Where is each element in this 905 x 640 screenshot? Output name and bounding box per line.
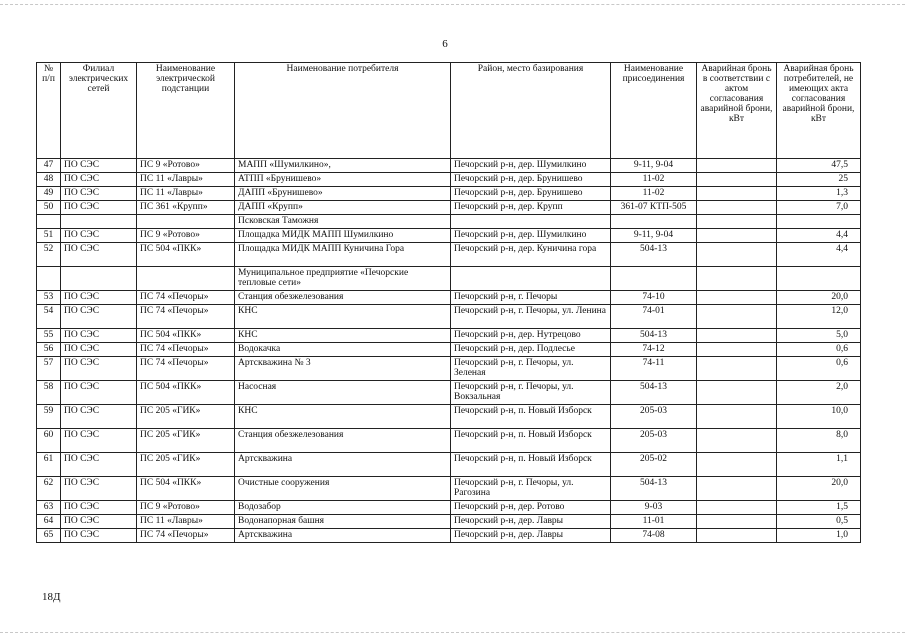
row-number: 61 <box>37 453 61 477</box>
row-noact-reserve: 1,0 <box>777 529 861 543</box>
table-row <box>37 429 861 453</box>
row-act-reserve <box>697 357 777 381</box>
header-number: № п/п <box>37 63 61 159</box>
row-noact-reserve: 2,0 <box>777 381 861 405</box>
table-row <box>37 453 861 477</box>
row-substation: ПС 74 «Печоры» <box>137 291 235 305</box>
row-district: Печорский р-н, п. Новый Изборск <box>451 405 611 429</box>
row-noact-reserve <box>777 267 861 291</box>
row-consumer: Водонапорная башня <box>235 515 451 529</box>
row-act-reserve <box>697 501 777 515</box>
row-number: 54 <box>37 305 61 329</box>
row-noact-reserve: 0,6 <box>777 343 861 357</box>
row-noact-reserve: 12,0 <box>777 305 861 329</box>
row-connection: 74-08 <box>611 529 697 543</box>
row-connection: 504-13 <box>611 243 697 267</box>
row-district: Печорский р-н, г. Печоры, ул. Зеленая <box>451 357 611 381</box>
row-consumer: Очистные сооружения <box>235 477 451 501</box>
row-number: 62 <box>37 477 61 501</box>
row-number: 58 <box>37 381 61 405</box>
row-branch: ПО СЭС <box>61 515 137 529</box>
row-number: 57 <box>37 357 61 381</box>
table-header-row <box>37 63 861 159</box>
row-act-reserve <box>697 215 777 229</box>
row-number: 59 <box>37 405 61 429</box>
row-branch: ПО СЭС <box>61 159 137 173</box>
row-act-reserve <box>697 477 777 501</box>
row-connection: 504-13 <box>611 381 697 405</box>
row-substation <box>137 267 235 291</box>
row-branch: ПО СЭС <box>61 357 137 381</box>
row-act-reserve <box>697 229 777 243</box>
row-act-reserve <box>697 243 777 267</box>
table-row <box>37 201 861 215</box>
row-substation: ПС 9 «Ротово» <box>137 159 235 173</box>
row-district: Печорский р-н, дер. Ротово <box>451 501 611 515</box>
table-row <box>37 305 861 329</box>
row-connection: 74-01 <box>611 305 697 329</box>
row-act-reserve <box>697 453 777 477</box>
row-noact-reserve: 8,0 <box>777 429 861 453</box>
row-substation: ПС 74 «Печоры» <box>137 529 235 543</box>
header-district: Район, место базирования <box>451 63 611 159</box>
row-consumer: МАПП «Шумилкино», <box>235 159 451 173</box>
row-consumer: Псковская Таможня <box>235 215 451 229</box>
row-consumer: КНС <box>235 329 451 343</box>
row-connection: 9-11, 9-04 <box>611 229 697 243</box>
row-connection: 504-13 <box>611 477 697 501</box>
row-branch: ПО СЭС <box>61 229 137 243</box>
row-substation: ПС 9 «Ротово» <box>137 501 235 515</box>
row-consumer: КНС <box>235 305 451 329</box>
row-district <box>451 215 611 229</box>
row-district: Печорский р-н, п. Новый Изборск <box>451 429 611 453</box>
row-branch: ПО СЭС <box>61 501 137 515</box>
row-branch: ПО СЭС <box>61 453 137 477</box>
row-noact-reserve: 0,5 <box>777 515 861 529</box>
row-district: Печорский р-н, дер. Шумилкино <box>451 159 611 173</box>
row-connection: 9-11, 9-04 <box>611 159 697 173</box>
row-district: Печорский р-н, дер. Брунишево <box>451 173 611 187</box>
row-substation: ПС 74 «Печоры» <box>137 343 235 357</box>
row-connection: 504-13 <box>611 329 697 343</box>
row-consumer: КНС <box>235 405 451 429</box>
row-act-reserve <box>697 305 777 329</box>
row-substation: ПС 9 «Ротово» <box>137 229 235 243</box>
row-district: Печорский р-н, дер. Подлесье <box>451 343 611 357</box>
row-consumer: Водозабор <box>235 501 451 515</box>
row-substation: ПС 11 «Лавры» <box>137 173 235 187</box>
row-noact-reserve: 47,5 <box>777 159 861 173</box>
footer-code: 18Д <box>42 591 61 603</box>
row-number: 65 <box>37 529 61 543</box>
row-branch: ПО СЭС <box>61 429 137 453</box>
row-substation: ПС 205 «ГИК» <box>137 453 235 477</box>
row-act-reserve <box>697 267 777 291</box>
row-district: Печорский р-н, г. Печоры, ул. Вокзальная <box>451 381 611 405</box>
row-substation: ПС 74 «Печоры» <box>137 357 235 381</box>
row-connection <box>611 267 697 291</box>
row-connection: 74-12 <box>611 343 697 357</box>
row-act-reserve <box>697 529 777 543</box>
row-substation: ПС 74 «Печоры» <box>137 305 235 329</box>
row-district: Печорский р-н, дер. Брунишево <box>451 187 611 201</box>
row-noact-reserve: 20,0 <box>777 477 861 501</box>
row-consumer: Насосная <box>235 381 451 405</box>
table-body <box>37 159 861 543</box>
table-row <box>37 291 861 305</box>
row-branch: ПО СЭС <box>61 173 137 187</box>
row-number: 51 <box>37 229 61 243</box>
row-substation: ПС 504 «ПКК» <box>137 243 235 267</box>
row-act-reserve <box>697 201 777 215</box>
row-branch: ПО СЭС <box>61 381 137 405</box>
row-substation <box>137 215 235 229</box>
row-branch: ПО СЭС <box>61 529 137 543</box>
row-act-reserve <box>697 381 777 405</box>
row-connection: 11-02 <box>611 173 697 187</box>
table-row <box>37 215 861 229</box>
row-district: Печорский р-н, г. Печоры <box>451 291 611 305</box>
row-number: 60 <box>37 429 61 453</box>
row-number <box>37 215 61 229</box>
row-noact-reserve: 10,0 <box>777 405 861 429</box>
row-consumer: Артскважина № 3 <box>235 357 451 381</box>
header-substation: Наименование электрической подстанции <box>137 63 235 159</box>
row-substation: ПС 504 «ПКК» <box>137 477 235 501</box>
row-branch: ПО СЭС <box>61 477 137 501</box>
row-district: Печорский р-н, г. Печоры, ул. Ленина <box>451 305 611 329</box>
row-district: Печорский р-н, п. Новый Изборск <box>451 453 611 477</box>
row-number: 64 <box>37 515 61 529</box>
row-connection: 361-07 КТП-505 <box>611 201 697 215</box>
row-noact-reserve: 4,4 <box>777 229 861 243</box>
row-substation: ПС 11 «Лавры» <box>137 515 235 529</box>
row-noact-reserve: 0,6 <box>777 357 861 381</box>
row-act-reserve <box>697 429 777 453</box>
row-connection <box>611 215 697 229</box>
row-noact-reserve <box>777 215 861 229</box>
row-connection: 205-03 <box>611 429 697 453</box>
row-consumer: АТПП «Брунишево» <box>235 173 451 187</box>
page-number: 6 <box>442 38 448 50</box>
row-district: Печорский р-н, дер. Крупп <box>451 201 611 215</box>
row-number: 55 <box>37 329 61 343</box>
row-number: 48 <box>37 173 61 187</box>
row-act-reserve <box>697 329 777 343</box>
row-number: 63 <box>37 501 61 515</box>
row-district: Печорский р-н, дер. Лавры <box>451 529 611 543</box>
row-branch: ПО СЭС <box>61 305 137 329</box>
table-row <box>37 159 861 173</box>
table-row <box>37 381 861 405</box>
row-act-reserve <box>697 405 777 429</box>
row-noact-reserve: 1,1 <box>777 453 861 477</box>
row-number: 52 <box>37 243 61 267</box>
row-substation: ПС 504 «ПКК» <box>137 381 235 405</box>
row-noact-reserve: 7,0 <box>777 201 861 215</box>
row-noact-reserve: 5,0 <box>777 329 861 343</box>
row-consumer: Станция обезжелезования <box>235 429 451 453</box>
row-branch: ПО СЭС <box>61 291 137 305</box>
row-consumer: ДАПП «Крупп» <box>235 201 451 215</box>
header-noact-reserve: Аварийная бронь потребителей, не имеющих акта согласования аварийной брони, кВт <box>777 63 861 159</box>
row-substation: ПС 11 «Лавры» <box>137 187 235 201</box>
row-branch: ПО СЭС <box>61 329 137 343</box>
row-consumer: Водокачка <box>235 343 451 357</box>
row-district: Печорский р-н, дер. Куничина гора <box>451 243 611 267</box>
row-consumer: Артскважина <box>235 453 451 477</box>
table-row <box>37 515 861 529</box>
row-noact-reserve: 20,0 <box>777 291 861 305</box>
table-row <box>37 243 861 267</box>
row-connection: 205-03 <box>611 405 697 429</box>
row-act-reserve <box>697 343 777 357</box>
header-consumer: Наименование потребителя <box>235 63 451 159</box>
row-number: 56 <box>37 343 61 357</box>
row-connection: 205-02 <box>611 453 697 477</box>
row-district: Печорский р-н, г. Печоры, ул. Рагозина <box>451 477 611 501</box>
row-noact-reserve: 4,4 <box>777 243 861 267</box>
row-substation: ПС 205 «ГИК» <box>137 429 235 453</box>
row-consumer: Муниципальное предприятие «Печорские тепловые сети» <box>235 267 451 291</box>
table-row <box>37 477 861 501</box>
row-connection: 74-11 <box>611 357 697 381</box>
table-row <box>37 501 861 515</box>
row-act-reserve <box>697 291 777 305</box>
row-district: Печорский р-н, дер. Нутрецово <box>451 329 611 343</box>
row-number: 47 <box>37 159 61 173</box>
row-branch <box>61 267 137 291</box>
header-act-reserve: Аварийная бронь в соответствии с актом согласования аварийной брони, кВт <box>697 63 777 159</box>
row-consumer: Станция обезжелезования <box>235 291 451 305</box>
row-branch <box>61 215 137 229</box>
row-number: 53 <box>37 291 61 305</box>
row-noact-reserve: 1,3 <box>777 187 861 201</box>
row-connection: 74-10 <box>611 291 697 305</box>
row-branch: ПО СЭС <box>61 405 137 429</box>
row-substation: ПС 361 «Крупп» <box>137 201 235 215</box>
row-number: 50 <box>37 201 61 215</box>
table-row <box>37 405 861 429</box>
table-row <box>37 343 861 357</box>
table-row <box>37 529 861 543</box>
table-row <box>37 329 861 343</box>
row-consumer: Площадка МИДК МАПП Шумилкино <box>235 229 451 243</box>
row-number <box>37 267 61 291</box>
row-substation: ПС 504 «ПКК» <box>137 329 235 343</box>
row-connection: 11-01 <box>611 515 697 529</box>
scan-bottom-edge <box>0 632 905 633</box>
table-row <box>37 173 861 187</box>
row-district: Печорский р-н, дер. Лавры <box>451 515 611 529</box>
row-branch: ПО СЭС <box>61 187 137 201</box>
row-branch: ПО СЭС <box>61 201 137 215</box>
row-consumer: Площадка МИДК МАПП Куничина Гора <box>235 243 451 267</box>
row-connection: 11-02 <box>611 187 697 201</box>
row-act-reserve <box>697 159 777 173</box>
row-noact-reserve: 1,5 <box>777 501 861 515</box>
emergency-reserve-table <box>36 62 861 543</box>
table-row <box>37 187 861 201</box>
table-row <box>37 357 861 381</box>
header-branch: Филиал электрических сетей <box>61 63 137 159</box>
row-consumer: Артскважина <box>235 529 451 543</box>
row-substation: ПС 205 «ГИК» <box>137 405 235 429</box>
row-district: Печорский р-н, дер. Шумилкино <box>451 229 611 243</box>
row-number: 49 <box>37 187 61 201</box>
scan-top-edge <box>0 4 905 5</box>
table-row <box>37 267 861 291</box>
table-row <box>37 229 861 243</box>
row-noact-reserve: 25 <box>777 173 861 187</box>
row-act-reserve <box>697 173 777 187</box>
row-branch: ПО СЭС <box>61 243 137 267</box>
header-connection: Наименование присоединения <box>611 63 697 159</box>
row-act-reserve <box>697 515 777 529</box>
row-branch: ПО СЭС <box>61 343 137 357</box>
row-act-reserve <box>697 187 777 201</box>
row-consumer: ДАПП «Брунишево» <box>235 187 451 201</box>
row-district <box>451 267 611 291</box>
row-connection: 9-03 <box>611 501 697 515</box>
